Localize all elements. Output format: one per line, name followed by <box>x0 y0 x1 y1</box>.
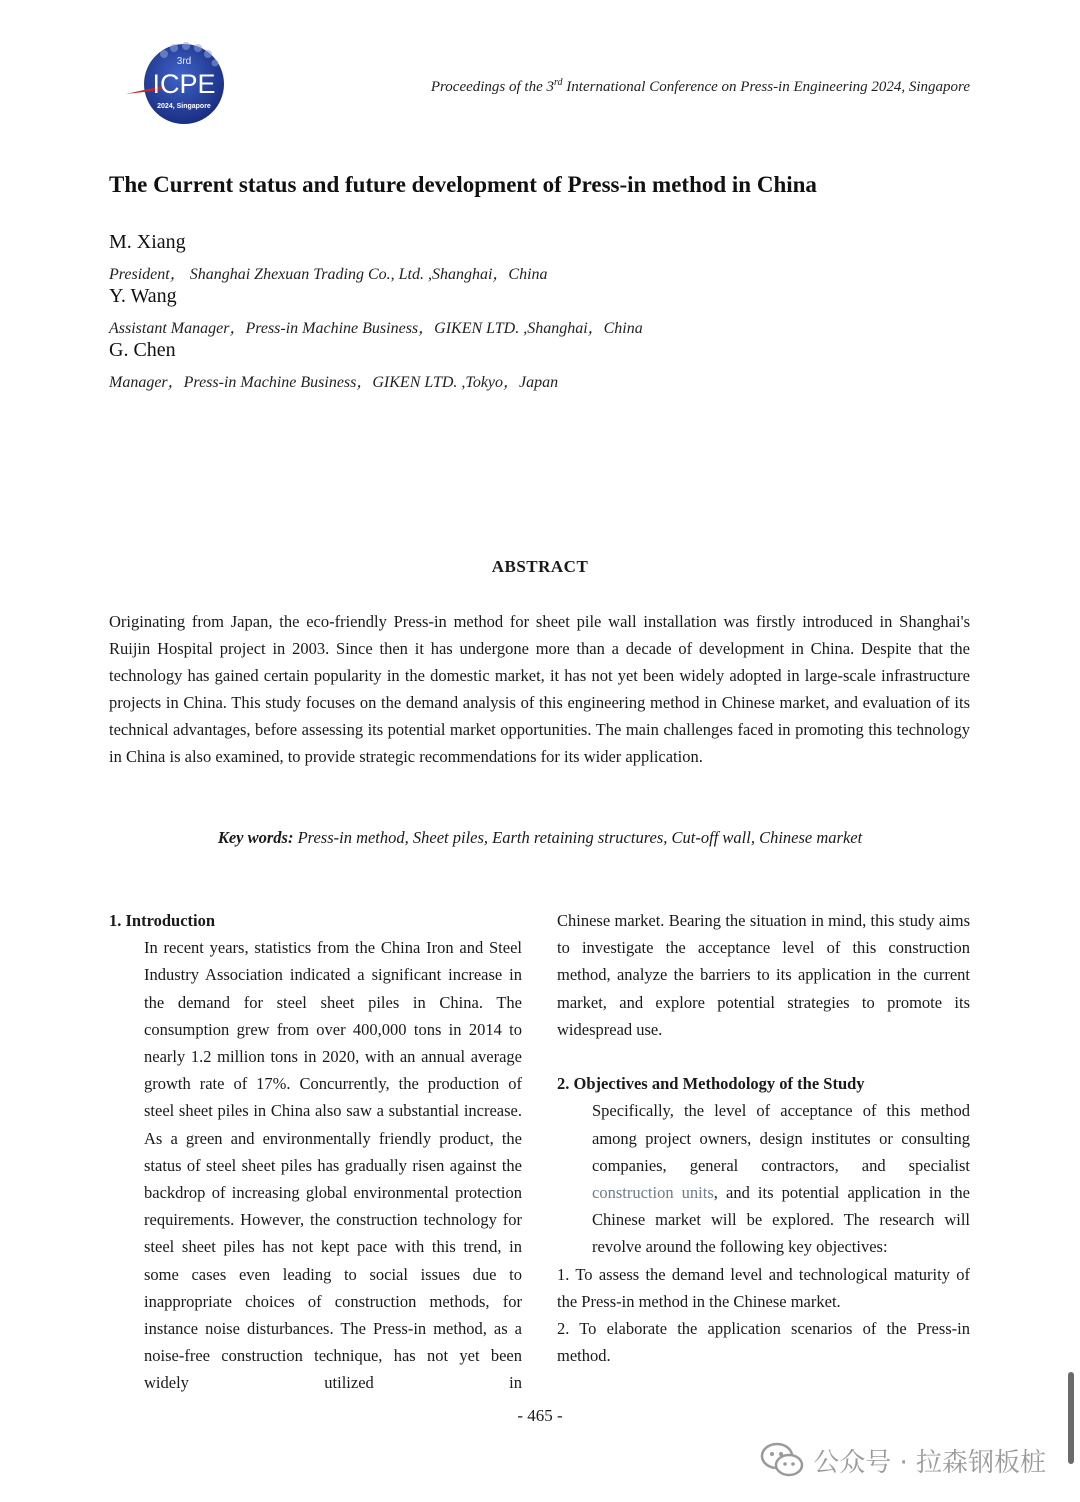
introduction-continuation: Chinese market. Bearing the situation in mind, this study aims to investigate the acceptance level of this construction method, analyze the barriers to its application in the current market, and explore potential strategies to promote its widespread use. <box>557 911 970 1039</box>
keywords-text: Press-in method, Sheet piles, Earth retaining structures, Cut-off wall, Chinese market <box>293 828 863 847</box>
watermark <box>759 1440 1046 1480</box>
paper-title: The Current status and future development of Press-in method in China <box>109 172 817 197</box>
author-affiliation: Assistant Manager，Press-in Machine Business，GIKEN LTD. ,Shanghai，China <box>109 320 643 337</box>
running-header-prefix: Proceedings of the 3 <box>430 79 555 95</box>
keywords <box>0 828 1080 848</box>
running-header-suffix: International Conference on Press-in Engineering 2024, Singapore <box>562 79 970 95</box>
author-affiliation: Manager，Press-in Machine Business，GIKEN LTD. ,Tokyo，Japan <box>109 374 559 391</box>
scrollbar-thumb[interactable] <box>1068 1372 1074 1464</box>
running-header-superscript: rd <box>554 77 563 88</box>
objective-item: 2. To elaborate the application scenarios of the Press-in method. <box>557 1319 970 1366</box>
author-name: G. Chen <box>109 339 176 361</box>
logo-tagline: 2024, Singapore <box>157 103 211 110</box>
keywords-label: Key words: <box>217 828 294 847</box>
running-header <box>431 77 970 96</box>
introduction-paragraph: In recent years, statistics from the China Iron and Steel Industry Association indicated a significant increase in the demand for steel sheet piles in China. The consumption grew from over 400,000 tons in 2014 to nearly 1.2 million tons in 2020, with an annual average growth rate of 17%. Concurrently, the production of steel sheet piles in China also saw a substantial increase. As a green and environmentally friendly product, the status of steel sheet piles has gradually risen against the backdrop of increasing global environmental protection requirements. However, the construction technology for steel sheet piles has not kept pace with this trend, in some cases even leading to social issues due to inappropriate choices of construction methods, for instance noise disturbances. The Press-in method, as a noise-free construction technique, has not yet been widely utilized in <box>144 938 522 1393</box>
author-name: M. Xiang <box>109 231 186 253</box>
objectives-paragraph <box>557 1097 970 1260</box>
section-heading-introduction: 1. Introduction <box>109 911 216 930</box>
abstract-text: Originating from Japan, the eco-friendly Press-in method for sheet pile wall installation was firstly introduced in Shanghai's Ruijin Hospital project in 2003. Since then it has undergone more than a decade of development in China. Despite that the technology has gained certain popularity in the domestic market, it has not yet been widely adopted in large-scale infrastructure projects in China. This study focuses on the demand analysis of this engineering method in Chinese market, and evaluation of its technical advantages, before assessing its potential market opportunities. The main challenges faced in promoting this technology in China is also examined, to provide strategic recommendations for its wider application. <box>109 612 970 766</box>
left-column <box>109 907 522 1397</box>
page-number: - 465 - <box>517 1406 563 1425</box>
logo-edition: 3rd <box>176 56 192 67</box>
objective-item: 1. To assess the demand level and technological maturity of the Press-in method in the Chinese market. <box>557 1264 970 1311</box>
abstract-section <box>109 608 970 770</box>
section-heading-objectives: 2. Objectives and Methodology of the Study <box>557 1074 865 1094</box>
abstract-heading: ABSTRACT <box>491 557 589 576</box>
wechat-icon <box>759 1441 805 1479</box>
objectives-highlighted-text: construction units <box>592 1183 714 1203</box>
right-column <box>557 907 970 1369</box>
watermark-text: 公众号 · 拉森钢板桩 <box>813 1447 1046 1478</box>
objectives-text-start: Specifically, the level of acceptance of this method among project owners, design institutes or consulting companies, general contractors, and specialist <box>592 1101 970 1175</box>
author-name: Y. Wang <box>109 285 177 307</box>
author-affiliation: President， Shanghai Zhexuan Trading Co., Ltd. ,Shanghai，China <box>109 266 548 283</box>
objectives-text-end: , and its potential application in the Chinese market will be explored. The research will revolve around the following key objectives: <box>592 1183 970 1257</box>
logo-acronym: ICPE <box>152 69 216 99</box>
conference-logo <box>122 36 234 132</box>
